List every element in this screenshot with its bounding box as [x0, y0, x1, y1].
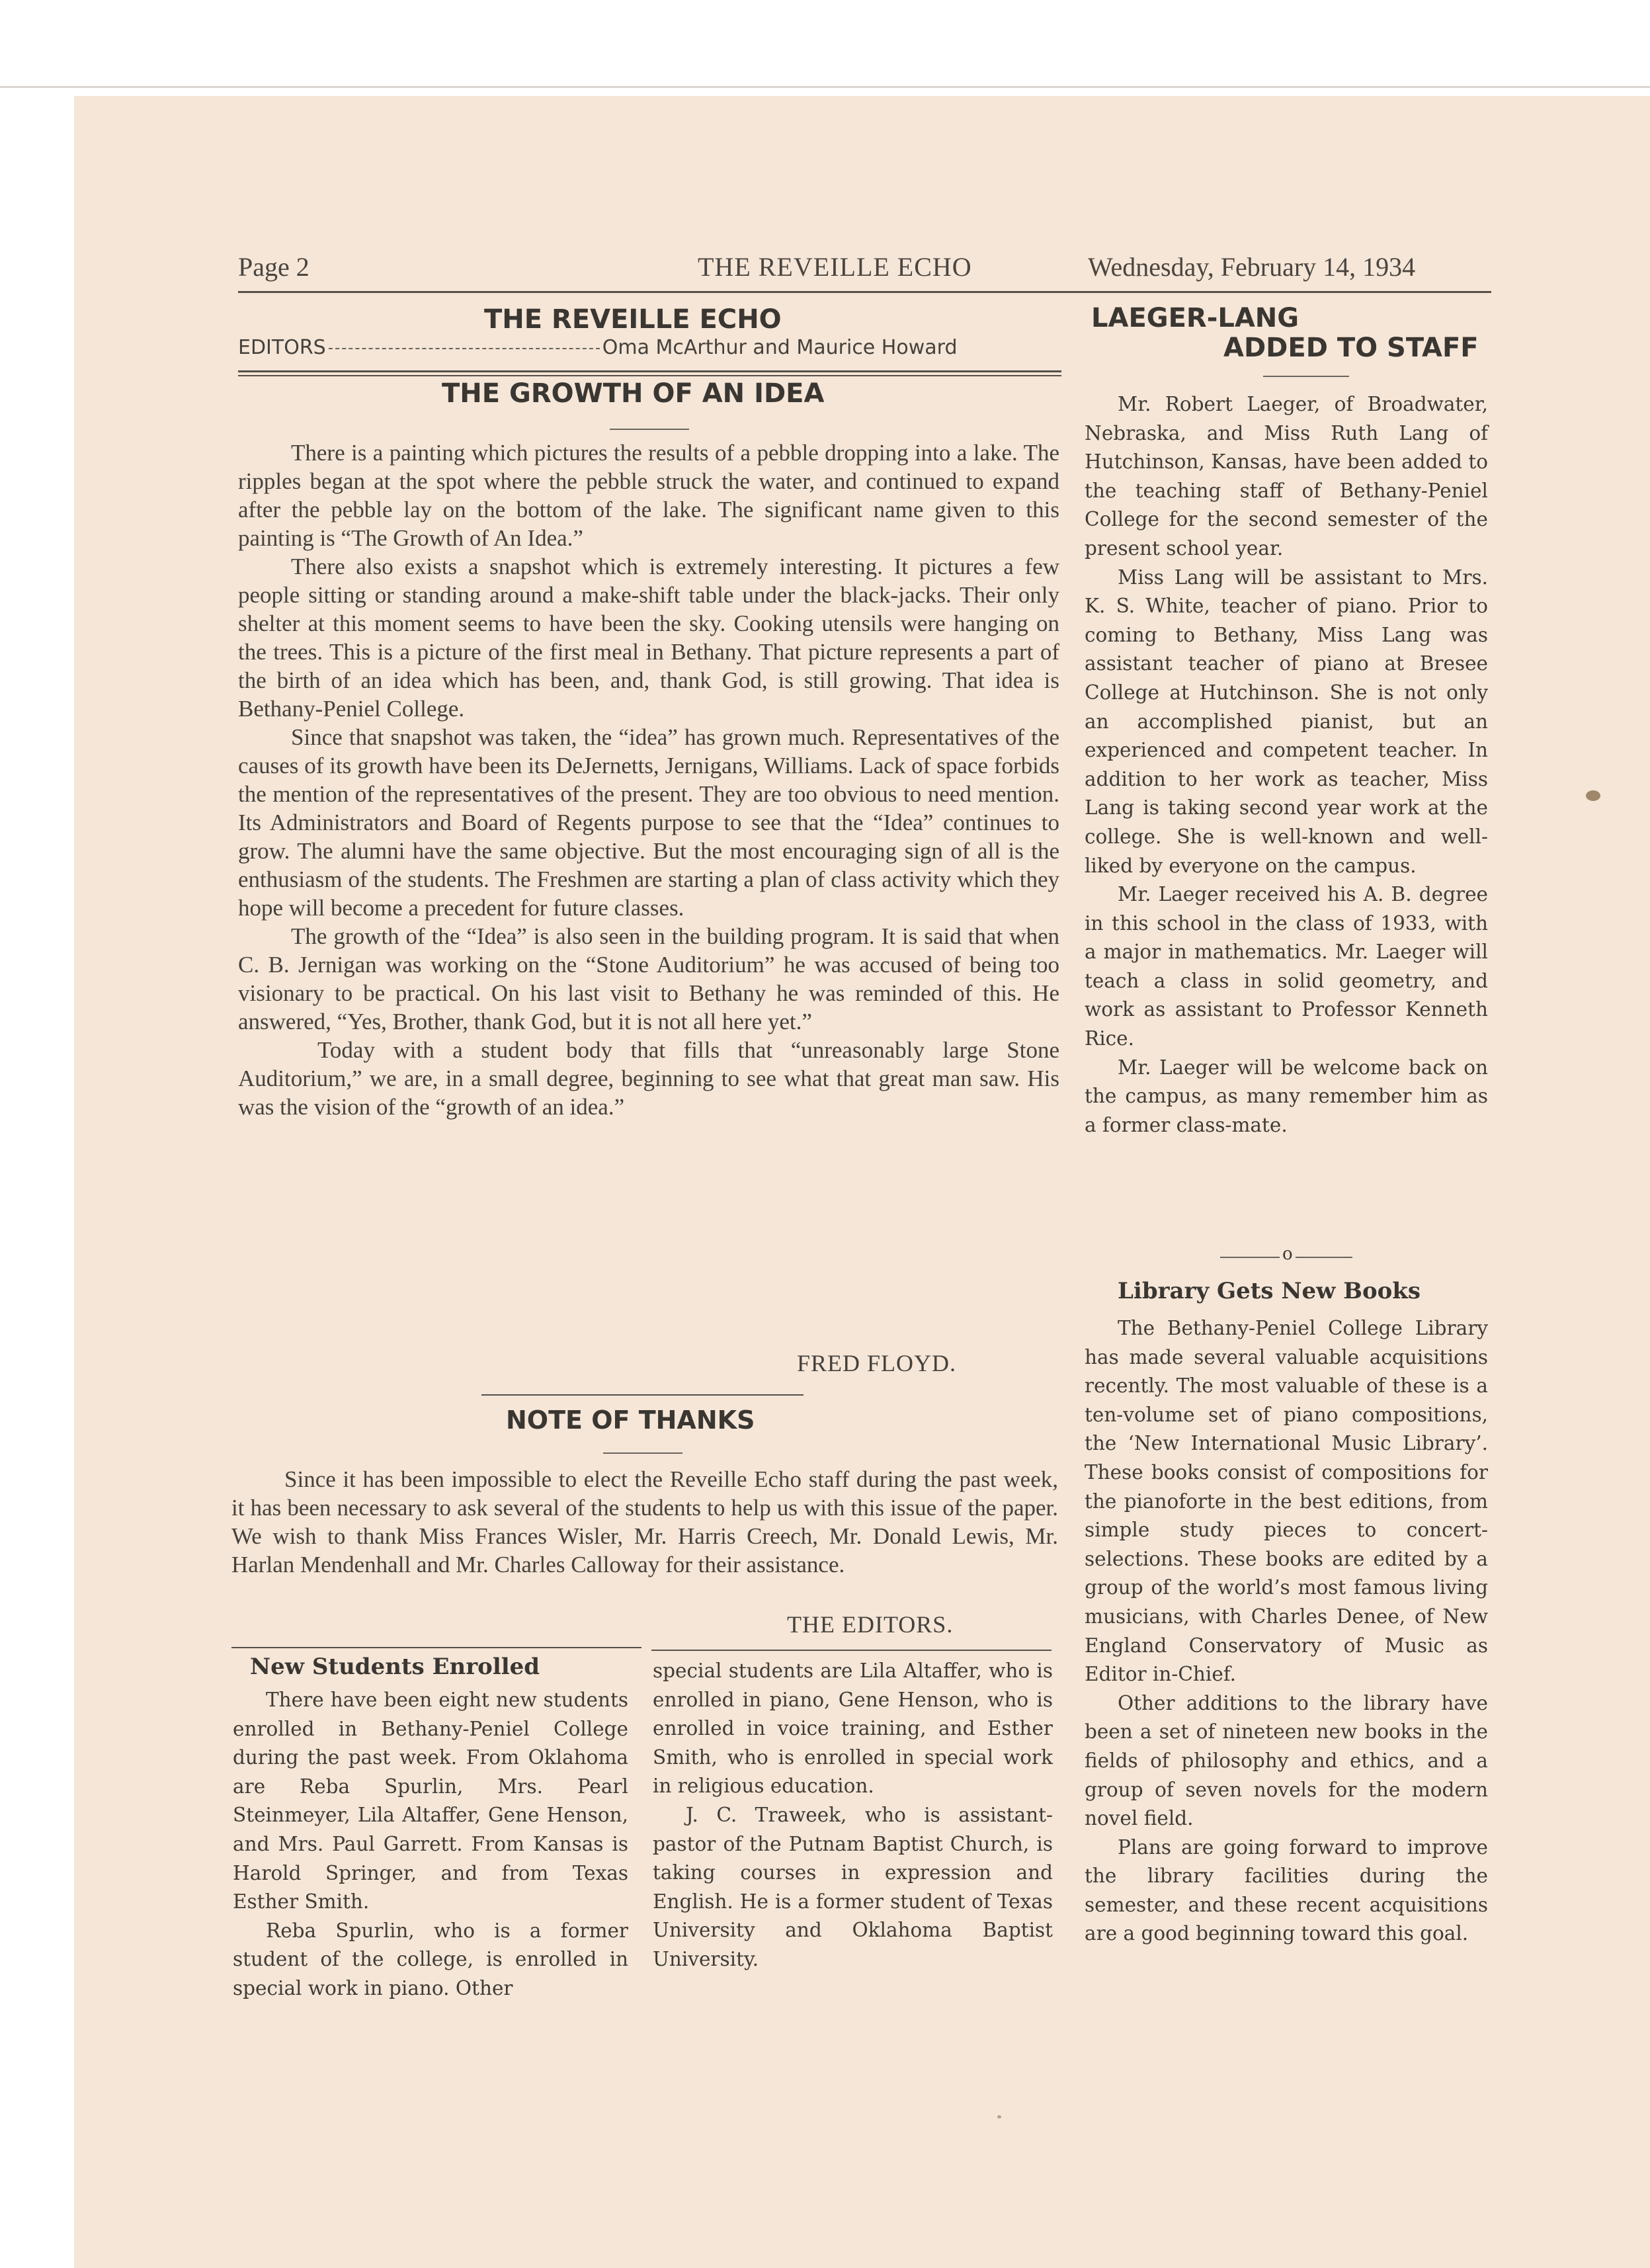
growth-title: THE GROWTH OF AN IDEA [442, 378, 825, 409]
running-title: THE REVEILLE ECHO [698, 252, 972, 282]
thanks-signature: THE EDITORS. [787, 1611, 954, 1638]
library-title: Library Gets New Books [1118, 1278, 1421, 1304]
growth-paragraph-3: Since that snapshot was taken, the “idea” has grown much. Representatives of the causes of its growth have been its DeJernetts, Jernigans, Williams. Lack of space forbids the mention of the representatives of the present. They are too obvious to need mention. Its Administrators and Board of Regents purpose to see that the “Idea” continues to grow. The alumni have the same objective. But the most encouraging sign of all is the enthusiasm of the students. The Freshmen are starting a plan of class activity which they hope will become a precedent for future classes. [238, 724, 1059, 921]
editors-leader-dots [329, 348, 600, 349]
scan-margin-top [0, 0, 1650, 48]
editors-line [238, 336, 1061, 359]
laeger-title-rule [1263, 376, 1349, 377]
paper-smudge [1586, 790, 1600, 801]
paper-speck [997, 2115, 1001, 2119]
new-students-paragraph-1: There have been eight new students enrolled in Bethany-Peniel College during the past week. From Oklahoma are Reba Spurlin, Mrs. Pearl Steinmeyer, Lila Altaffer, Gene Henson, and Mrs. Paul Garrett. From Kansas is Harold Springer, and from Texas Esther Smith. [233, 1689, 628, 1913]
laeger-separator [1220, 1244, 1352, 1268]
growth-signature: FRED FLOYD. [797, 1350, 957, 1376]
growth-article [238, 439, 1059, 1121]
growth-paragraph-4: The growth of the “Idea” is also seen in the building program. It is said that when C. B. Jernigan was working on the “Stone Auditorium” he was accused of being too visionary to be practical. On his last visit to Bethany he was reminded of this. He answered, “Yes, Brother, thank God, but it is not all here yet.” [238, 923, 1059, 1034]
library-paragraph-3: Plans are going forward to improve the library facilities during the semester, and these recent acquisitions are a good beginning toward this goal. [1085, 1835, 1488, 1945]
laeger-title-line-2: ADDED TO STAFF [1223, 333, 1479, 363]
editors-label: EDITORS [238, 336, 326, 359]
library-article [1085, 1314, 1488, 1949]
editorial-title: THE REVEILLE ECHO [484, 304, 782, 335]
growth-paragraph-2: There also exists a snapshot which is extremely interesting. It pictures a few people sitting or standing around a make-shift table under the black-jacks. Their only shelter at this moment seems to have been the sky. Cooking utensils were hanging on the trees. This is a picture of the first meal in Bethany. That picture represents a part of the birth of an idea which has been, and, thank God, is still growing. That idea is Bethany-Peniel College. [238, 554, 1059, 722]
new-students-paragraph-3: special students are Lila Altaffer, who is enrolled in piano, Gene Henson, who is enrolled in voice training, and Esther Smith, who is enrolled in special work in religious education. [653, 1659, 1053, 1798]
editorial-double-rule-top [238, 370, 1061, 372]
growth-paragraph-5: Today with a student body that fills that “unreasonably large Stone Auditorium,” we are, in a small degree, beginning to see what that great man saw. His was the vision of the “growth of an idea.” [238, 1037, 1059, 1120]
laeger-article [1085, 390, 1488, 1140]
thanks-article [231, 1465, 1058, 1579]
growth-title-rule [610, 429, 689, 430]
scanner-edge-line [0, 86, 1650, 88]
laeger-paragraph-4: Mr. Laeger will be welcome back on the campus, as many remember him as a former class-mate. [1085, 1056, 1488, 1136]
section-divider-left [231, 1647, 641, 1648]
laeger-paragraph-3: Mr. Laeger received his A. B. degree in this school in the class of 1933, with a major in mathematics. Mr. Laeger will teach a class in solid geometry, and work as assistant to Professor Kenneth Rice. [1085, 883, 1488, 1050]
section-divider-right [651, 1650, 1052, 1651]
editors-names: Oma McArthur and Maurice Howard [602, 336, 958, 359]
new-students-title: New Students Enrolled [250, 1654, 540, 1680]
growth-paragraph-1: There is a painting which pictures the results of a pebble dropping into a lake. The ripples began at the spot where the pebble struck the water, and continued to expand after the pebble lay on the bottom of the lake. The significant name given to this painting is “The Growth of An Idea.” [238, 440, 1059, 551]
editorial-double-rule-bottom [238, 375, 1061, 376]
library-paragraph-2: Other additions to the library have been a set of nineteen new books in the fields of philosophy and ethics, and a group of seven novels for the modern novel field. [1085, 1691, 1488, 1830]
new-students-col-1 [233, 1686, 628, 2003]
issue-date: Wednesday, February 14, 1934 [1088, 252, 1416, 282]
laeger-title-line-1: LAEGER-LANG [1091, 303, 1299, 333]
separator-ornament: o [1280, 1244, 1296, 1264]
new-students-paragraph-4: J. C. Traweek, who is assistant-pastor of the Putnam Baptist Church, is taking courses in expression and English. He is a former student of Texas University and Oklahoma Baptist University. [653, 1803, 1053, 1970]
thanks-paragraph: Since it has been impossible to elect the Reveille Echo staff during the past week, it has been necessary to ask several of the students to help us with this issue of the paper. We wish to thank Miss Frances Wisler, Mr. Harris Creech, Mr. Donald Lewis, Mr. Harlan Mendenhall and Mr. Charles Calloway for their assistance. [231, 1466, 1058, 1577]
new-students-paragraph-2: Reba Spurlin, who is a former student of the college, is enrolled in special work in piano. Other [233, 1919, 628, 1999]
new-students-col-2 [653, 1657, 1053, 1974]
laeger-paragraph-2: Miss Lang will be assistant to Mrs. K. S. White, teacher of piano. Prior to coming to Bethany, Miss Lang was assistant teacher of piano at Bresee College at Hutchinson. She is not only an accomplished pianist, but an experienced and competent teacher. In addition to her work as teacher, Miss Lang is taking second year work at the college. She is well-known and well-liked by everyone on the campus. [1085, 566, 1488, 877]
thanks-title: NOTE OF THANKS [506, 1406, 755, 1435]
thanks-title-rule [603, 1452, 682, 1454]
page-number: Page 2 [238, 252, 309, 282]
laeger-paragraph-1: Mr. Robert Laeger, of Broadwater, Nebraska, and Miss Ruth Lang of Hutchinson, Kansas, have been added to the teaching staff of Bethany-Peniel College for the second semester of the present school year. [1085, 393, 1488, 560]
masthead-rule [238, 291, 1491, 293]
library-paragraph-1: The Bethany-Peniel College Library has made several valuable acquisitions recently. The most valuable of these is a ten-volume set of piano compositions, the ‘New International Music Library’. These books consist of compositions for the pianoforte in the best editions, from simple study pieces to concert-selections. These books are edited by a group of the world’s most famous living musicians, with Charles Denee, of New England Conservatory of Music as Editor in-Chief. [1085, 1317, 1488, 1686]
thanks-top-rule [481, 1394, 804, 1396]
